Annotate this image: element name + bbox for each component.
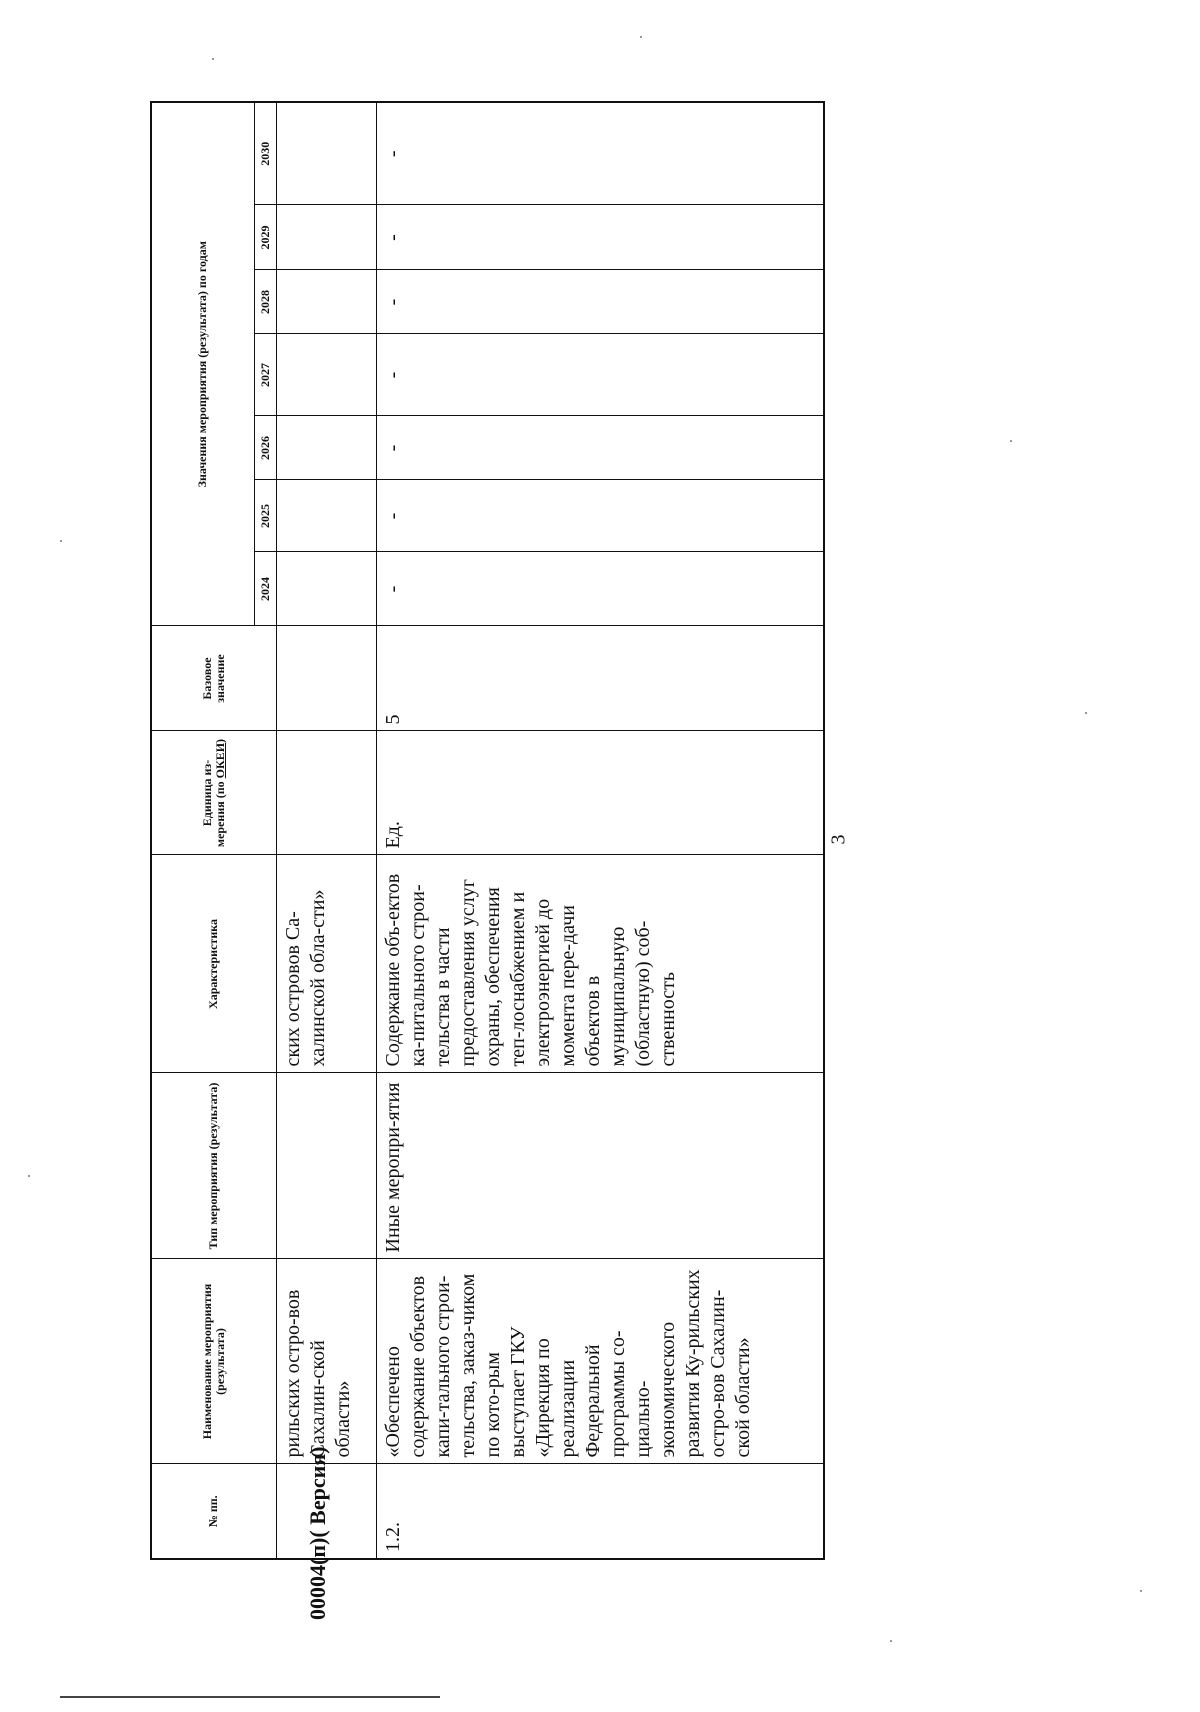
cell-unit bbox=[276, 731, 376, 855]
header-characteristic: Характеристика bbox=[151, 855, 276, 1073]
scan-speck bbox=[1140, 1590, 1142, 1592]
header-year: 2026 bbox=[254, 416, 276, 480]
cell-value: - bbox=[376, 205, 824, 270]
header-year: 2030 bbox=[254, 102, 276, 205]
cell-num: 1.2. bbox=[376, 1464, 824, 1559]
header-year: 2024 bbox=[254, 552, 276, 626]
cell-value bbox=[276, 102, 376, 205]
cell-value: - bbox=[376, 552, 824, 626]
cell-value bbox=[276, 416, 376, 480]
header-num: № пп. bbox=[151, 1464, 276, 1559]
cell-value bbox=[276, 205, 376, 270]
cell-value: - bbox=[376, 416, 824, 480]
footer-version: 00004(п)( Версия) bbox=[305, 1446, 330, 1620]
header-unit-prefix: Единица из-мерения (по bbox=[199, 759, 227, 848]
cell-characteristic: Содержание объ-ектов ка-питального строи-тельства в части предоставления услуг охраны, обеспечения теп-лоснабжением и электроэнергией до момента пере-дачи объектов в муниципальную (областную) соб-ственность bbox=[376, 855, 824, 1073]
cell-base: 5 bbox=[376, 626, 824, 731]
cell-name: рильских остро-вов Сахалин-ской области» bbox=[276, 1259, 376, 1464]
indicator-table bbox=[150, 101, 825, 1560]
page-number: 3 bbox=[827, 834, 850, 845]
scan-speck bbox=[28, 1175, 30, 1177]
scan-speck bbox=[1010, 440, 1012, 442]
table-row bbox=[376, 102, 824, 1559]
cell-base bbox=[276, 626, 376, 731]
indicator-table-wrapper bbox=[150, 103, 825, 1560]
cell-value: - bbox=[376, 480, 824, 552]
cell-value bbox=[276, 334, 376, 416]
cell-value bbox=[276, 480, 376, 552]
scan-speck bbox=[60, 540, 62, 542]
cell-value: - bbox=[376, 334, 824, 416]
header-base: Базовое значение bbox=[151, 626, 276, 731]
cell-unit: Ед. bbox=[376, 731, 824, 855]
header-year: 2028 bbox=[254, 270, 276, 334]
scan-artifact-line bbox=[60, 1696, 440, 1698]
header-values-group: Значения мероприятия (результата) по годам bbox=[151, 102, 254, 626]
header-year: 2025 bbox=[254, 480, 276, 552]
header-year: 2029 bbox=[254, 205, 276, 270]
header-unit bbox=[151, 731, 276, 855]
cell-value bbox=[276, 270, 376, 334]
scan-speck bbox=[212, 58, 214, 60]
cell-name: «Обеспечено содержание объектов капи-тального строи-тельства, заказ-чиком по кото-рым выступает ГКУ «Дирекция по реализации Федеральной программы со-циально-экономического развития Ку-рильских остро-вов Сахалин-ской области» bbox=[376, 1259, 824, 1464]
cell-value: - bbox=[376, 270, 824, 334]
scan-speck bbox=[640, 36, 642, 38]
cell-value bbox=[276, 552, 376, 626]
okei-link[interactable]: ОКЕИ bbox=[212, 742, 227, 779]
scan-speck bbox=[1085, 712, 1087, 714]
cell-type: Иные меропри-ятия bbox=[376, 1073, 824, 1259]
header-unit-suffix: ) bbox=[212, 738, 227, 743]
scan-speck bbox=[890, 1640, 892, 1642]
header-year: 2027 bbox=[254, 334, 276, 416]
cell-characteristic: ских островов Са-халинской обла-сти» bbox=[276, 855, 376, 1073]
header-name: Наименование мероприятия (результата) bbox=[151, 1259, 276, 1464]
header-type: Тип мероприятия (результата) bbox=[151, 1073, 276, 1259]
cell-value: - bbox=[376, 102, 824, 205]
header-row-main bbox=[151, 102, 254, 1559]
